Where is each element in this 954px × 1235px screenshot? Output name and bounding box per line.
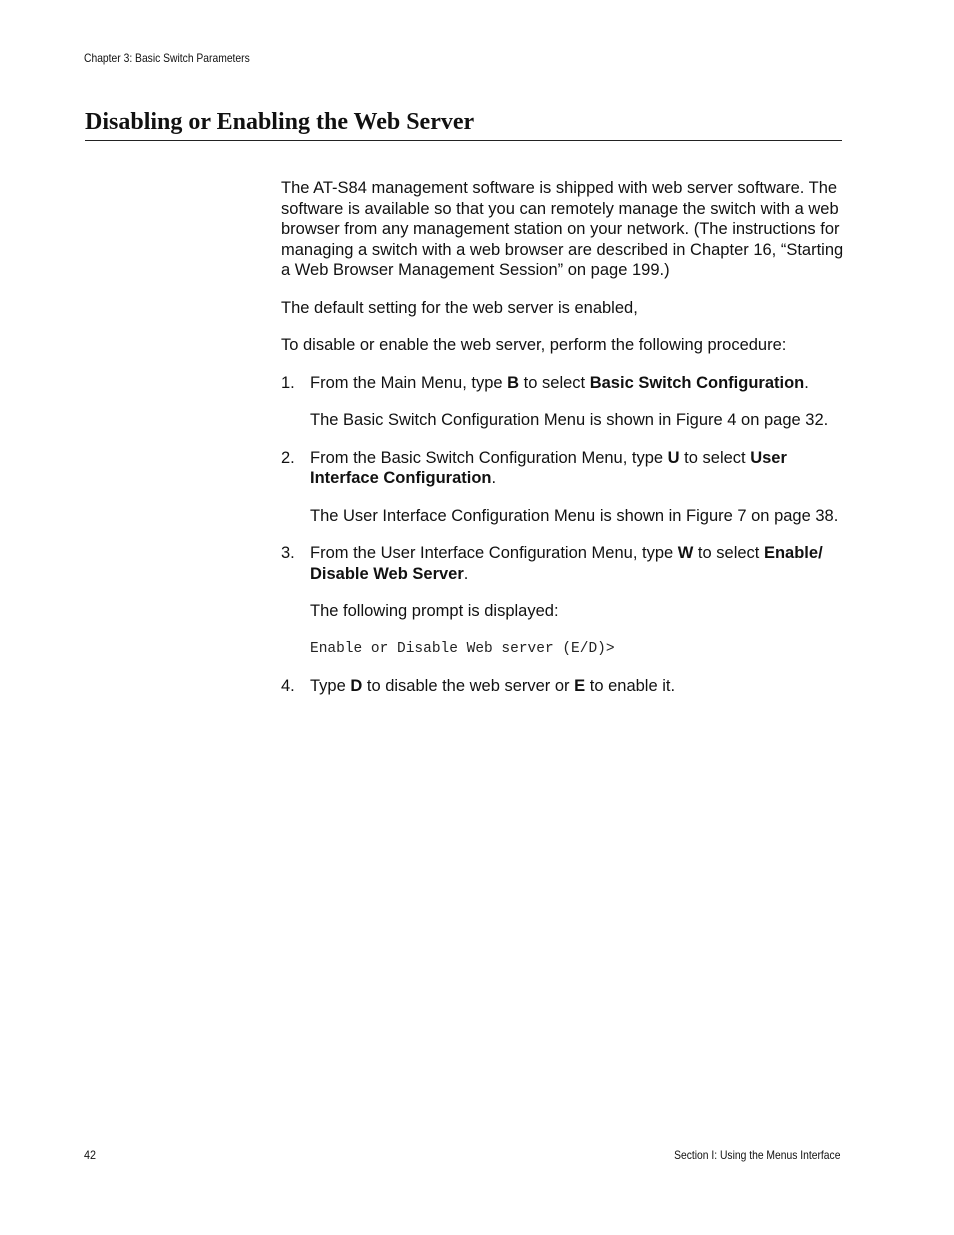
running-head: Chapter 3: Basic Switch Parameters: [84, 51, 250, 65]
body-text: [281, 178, 846, 696]
page-title: Disabling or Enabling the Web Server: [85, 109, 475, 135]
step-4: 4. Type D to disable the web server or E to enable it.: [281, 676, 676, 695]
step-2-note: The User Interface Configuration Menu is shown in Figure 7 on page 38.: [310, 506, 839, 525]
menu-key: W: [677, 544, 694, 562]
enable-key: E: [574, 676, 586, 695]
intro-paragraph: The AT-S84 management software is shipped with web server software. The software is available so that you can remotely manage the switch with a web browser from any management station on your network. (The instructions for managing a switch with a web browser are described in Chapter 16, “Starting a Web Browser Management Session” on page 199.): [281, 179, 844, 279]
footer-section: Section I: Using the Menus Interface: [673, 1148, 840, 1162]
step-3-note: The following prompt is displayed:: [310, 602, 559, 620]
step-2: 2. From the Basic Switch Configuration Menu, type U to select User Interface Configuration.: [281, 448, 787, 487]
menu-option: User Interface Configuration: [310, 448, 787, 487]
menu-option: Enable/ Disable Web Server: [310, 544, 823, 583]
step-3: 3. From the User Interface Configuration Menu, type W to select Enable/ Disable Web Server.: [281, 544, 823, 583]
menu-key: B: [507, 373, 520, 392]
page-number: 42: [84, 1148, 97, 1162]
procedure-intro: To disable or enable the web server, perform the following procedure:: [281, 336, 787, 354]
menu-option: Basic Switch Configuration: [589, 373, 805, 392]
menu-key: U: [667, 448, 680, 467]
prompt-code: Enable or Disable Web server (E/D)>: [310, 640, 615, 657]
step-1: 1. From the Main Menu, type B to select Basic Switch Configuration.: [281, 373, 809, 392]
step-number: 4.: [281, 676, 295, 695]
title-divider: [85, 140, 842, 141]
step-number: 3.: [281, 544, 295, 562]
disable-key: D: [350, 676, 363, 695]
step-1-note: The Basic Switch Configuration Menu is shown in Figure 4 on page 32.: [310, 411, 829, 429]
default-setting-paragraph: The default setting for the web server is enabled,: [281, 298, 638, 317]
step-number: 1.: [281, 373, 295, 392]
step-number: 2.: [281, 448, 295, 467]
